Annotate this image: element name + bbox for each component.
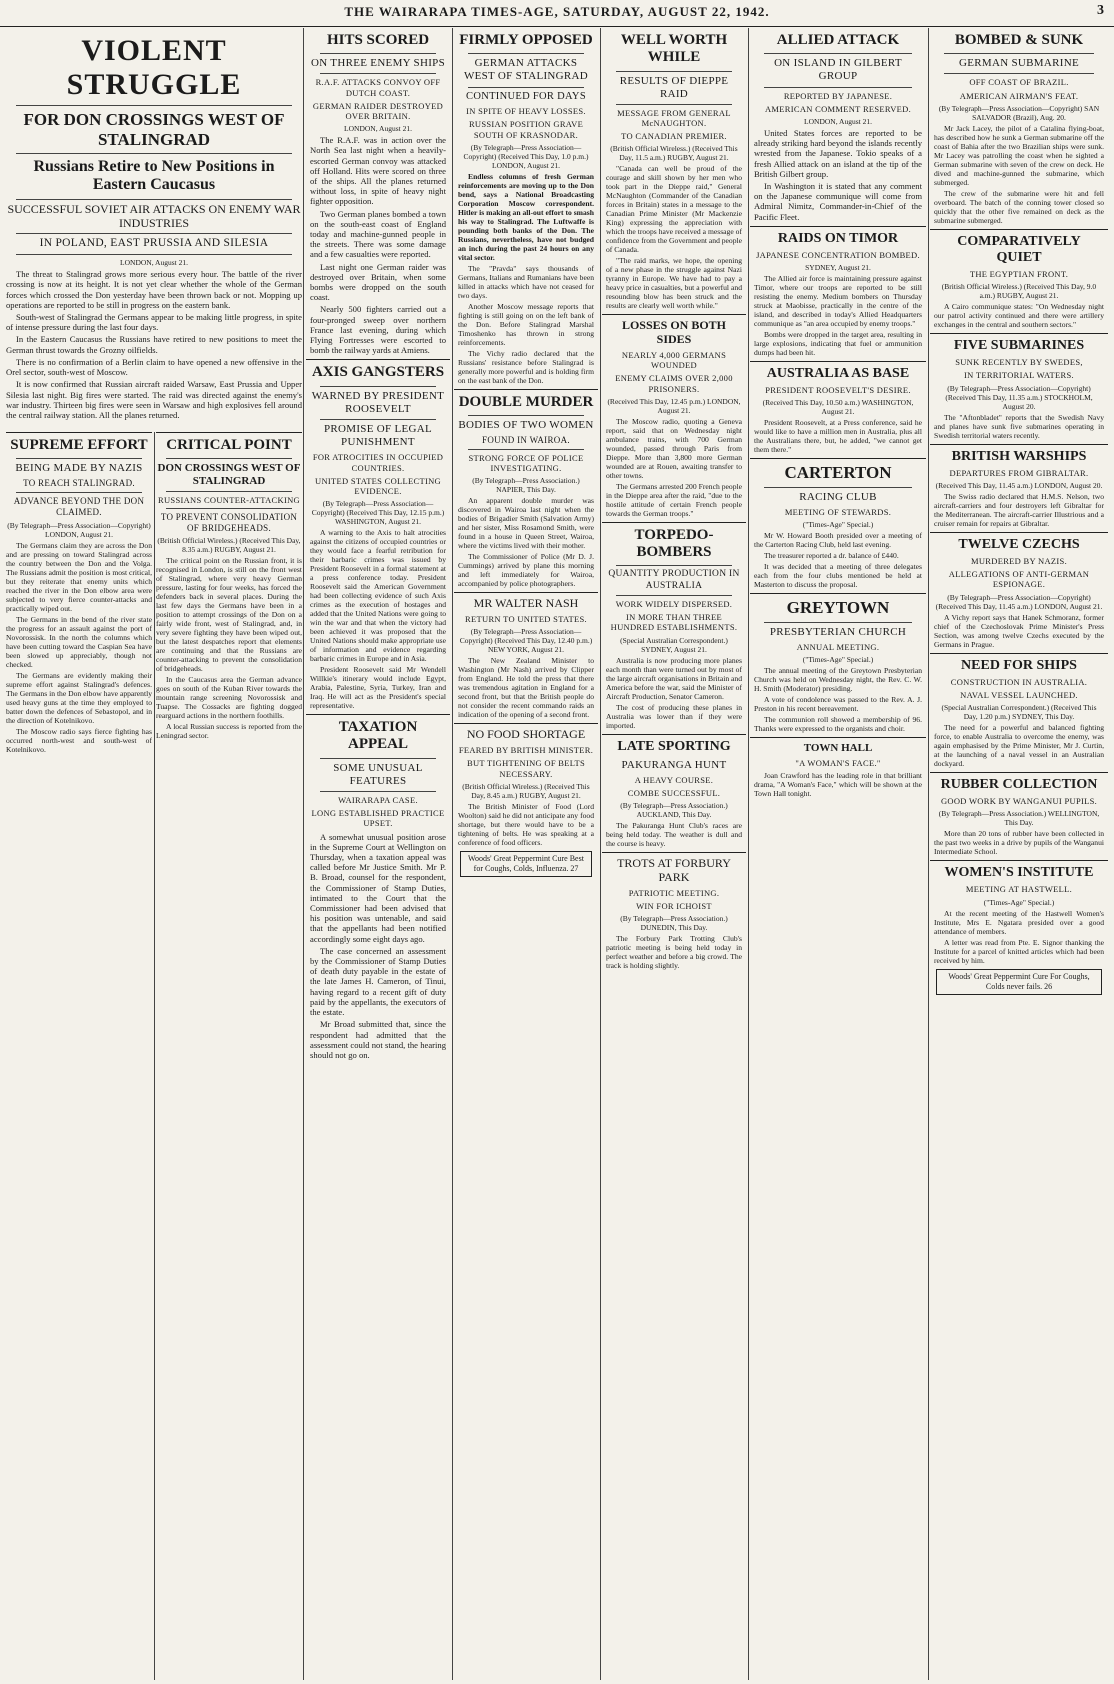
headline: TWELVE CZECHS [958, 536, 1080, 552]
subheadline: TO PREVENT CONSOLIDATION OF BRIDGEHEADS. [160, 511, 298, 533]
dateline: LONDON, August 21. [804, 117, 872, 126]
paragraph: At the recent meeting of the Hastwell Women's Institute, Mrs E. Ngatara presided over a good attendance of members. [934, 908, 1104, 936]
paragraph: A warning to the Axis to halt atrocities against the citizens of occupied countries or they would face a fearful retribution for their barbaric crimes was issued by President Roosevelt in a formal statement at a press conference today. President Roosevelt said the American Government had been collecting evidence of such Axis crimes as the execution of hostages and added that the United Nations were going to win the war and that when the victory had been achieved it was proposed that the United Nations should make appropriate use of information and evidence regarding barbaric crimes in Europe and in Asia. [310, 528, 446, 664]
article-double-murder [454, 394, 598, 589]
page-number: 3 [1097, 3, 1104, 18]
paragraph: The cost of producing these planes in Australia was lower than if they were imported. [606, 702, 742, 730]
subheadline: PROMISE OF LEGAL PUNISHMENT [323, 423, 433, 449]
paragraph: The Moscow radio, quoting a Geneva report, said that on Wednesday night ambulance trains, with 700 German wounded, passed through Paris from Dieppe. More than 3,800 more German wounded are at Rouen, awaiting transfer to other towns. [606, 416, 742, 480]
paragraph: Another Moscow message reports that fighting is still going on on the left bank of the Don. Before Stalingrad Marshal Timoshenko has thrown in strong reinforcements. [458, 301, 594, 347]
subheadline: FOR ATROCITIES IN OCCUPIED COUNTRIES. [312, 452, 444, 473]
paragraph: More than 20 tons of rubber have been collected in the past two weeks in a drive by pupils of the Wanganui Intermediate School. [934, 829, 1104, 857]
headline: TORPEDO-BOMBERS [634, 526, 714, 561]
subheadline: MEETING AT HASTWELL. [965, 884, 1073, 895]
paragraph: The "Aftonbladet" reports that the Swedish Navy and planes have sunk five submarines operating in Swedish territorial waters recently. [934, 412, 1104, 440]
paragraph: The New Zealand Minister to Washington (Mr Nash) arrived by Clipper from England. He told the press that there was tremendous agitation in England for a second front, but that the British people do not consider the recent commando raids an indication of the opening of a second front. [458, 656, 594, 720]
headline: DOUBLE MURDER [458, 393, 594, 410]
subheadline: UNITED STATES COLLECTING EVIDENCE. [315, 475, 441, 497]
paragraph: The Swiss radio declared that H.M.S. Nelson, two aircraft-carriers and four destroyers left Gibraltar for the Mediterranean. The aircraft-carrier Illustrious and a cruiser remain for repairs at Gibraltar. [934, 491, 1104, 528]
credit-line: (By Telegraph—Press Association.) AUCKLAND, This Day. [620, 801, 728, 820]
subheadline: PRESIDENT ROOSEVELT'S DESIRE. [765, 385, 911, 396]
paragraph: The need for a powerful and balanced fighting force, to enable Australia to overcome the enemy, was again emphasised by the Prime Minister, Mr J. Curtin, at the launching of a naval vessel in an Australian dockyard. [934, 723, 1104, 769]
subheadline: GERMAN SUBMARINE [958, 57, 1079, 70]
subheadline: DEPARTURES FROM GIBRALTAR. [949, 467, 1089, 478]
paragraph: Mr W. Howard Booth presided over a meeting of the Carterton Racing Club, held last evening. [754, 531, 922, 550]
subheadline: NAVAL VESSEL LAUNCHED. [960, 689, 1078, 700]
paragraph: Australia is now producing more planes each month than were turned out by most of the large aircraft organisations in Britain and America before the war, said the Minister of Aircraft Production, Senator Cameron. [606, 655, 742, 701]
paragraph: The "Pravda" says thousands of Germans, Italians and Rumanians have been killed in attacks which have not ceased for two days. [458, 263, 594, 300]
subheadline: TO REACH STALINGRAD. [23, 478, 135, 489]
article-torpedo-bombers [602, 527, 746, 730]
article-taxation-appeal [306, 719, 450, 1060]
paragraph: President Roosevelt said Mr Wendell Willkie's itinerary would include Egypt, Arabia, Palestine, Syria, Turkey, Iran and Iraq. He will act as the President's special representative. [310, 665, 446, 711]
article-trots-forbury [602, 857, 746, 970]
headline: RUBBER COLLECTION [940, 777, 1098, 793]
headline: SUPREME EFFORT [10, 437, 148, 453]
credit-line: (By Telegraph—Press Association—Copyright) (Received This Day, 1.0 p.m.) LONDON, August 21. [463, 142, 589, 170]
paragraph: Joan Crawford has the leading role in that brilliant drama, "A Woman's Face," which will be shown at the Town Hall tonight. [754, 771, 922, 799]
headline: ALLIED ATTACK [776, 32, 900, 48]
paragraph: There is no confirmation of a Berlin claim to have opened a new offensive in the Orel sector, south-west of Moscow. [6, 356, 302, 378]
subheadline: DON CROSSINGS WEST OF STALINGRAD [157, 462, 301, 487]
paragraph: The Forbury Park Trotting Club's patriotic meeting is being held today in perfect weather and before a big crowd. The track is holding slightly. [606, 934, 742, 971]
subheadline: THE EGYPTIAN FRONT. [969, 269, 1069, 279]
subheadline: Russians Retire to New Positions in Eastern Caucasus [33, 158, 275, 194]
article-axis-gangsters [306, 364, 450, 710]
paragraph: The Germans arrested 200 French people in the Dieppe area after the raid, "due to the hostile attitude of certain French people towards the German troops." [606, 481, 742, 518]
article-bombed-sunk [930, 32, 1108, 225]
subheadline: FEARED BY BRITISH MINISTER. [458, 745, 594, 756]
paragraph: The treasurer reported a dr. balance of £440. [764, 551, 899, 561]
masthead-title: THE WAIRARAPA TIMES-AGE, SATURDAY, AUGUST 22, 1942. [344, 4, 770, 19]
article-greytown [750, 598, 926, 733]
article-twelve-czechs [930, 537, 1108, 649]
subheadline: STRONG FORCE OF POLICE INVESTIGATING. [468, 453, 584, 474]
paragraph: Nearly 500 fighters carried out a four-pronged sweep over northern France last evening, during which Flying Fortresses were escorted to bomb the railway yards at Amiens. [310, 304, 446, 356]
subheadline: IN POLAND, EAST PRUSSIA AND SILESIA [39, 237, 269, 250]
subheadline: CONSTRUCTION IN AUSTRALIA. [950, 676, 1088, 687]
paragraph: Mr Broad submitted that, since the respondent had admitted that the assessment could not stand, the hearing should not go on. [310, 1019, 446, 1060]
paragraph: A vote of condolence was passed to the Rev. A. J. Preston in his recent bereavement. [754, 695, 922, 714]
headline: AUSTRALIA AS BASE [766, 366, 910, 382]
column-rule [600, 28, 601, 1680]
headline: TROTS AT FORBURY PARK [617, 856, 731, 885]
article-violent-struggle [6, 30, 302, 430]
paragraph: The Vichy radio declared that the Russians' resistance before Stalingrad is generally more powerful and is holding firm on the east bank of the Don. [458, 348, 594, 385]
subheadline: IN TERRITORIAL WATERS. [964, 370, 1074, 381]
headline: WELL WORTH WHILE [620, 32, 728, 66]
paragraph: Bombs were dropped in the target area, resulting in large explosions, indicating that fuel or ammunition dumps had been hit. [754, 330, 922, 358]
headline: BOMBED & SUNK [954, 32, 1084, 48]
paragraph: "The raid marks, we hope, the opening of a new phase in the struggle against Nazi tyranny in Europe. We have had to pay a heavy price in casualties, but a powerful and resounding blow has been struck and the results are clearly well worth while." [606, 256, 742, 311]
paragraph: "Canada can well be proud of the courage and skill shown by her men who took part in the Dieppe raid," General McNaughton (Commander of the Canadian forces in Britain) states in a message to the Canadian Prime Minister (Mr Mackenzie King) expressing the appreciation with which the troops have received a message of confidence from the Government and people of Canada. [606, 164, 743, 255]
credit-line: (By Telegraph—Press Association.) NAPIER, This Day. [472, 476, 580, 495]
subheadline: ON ISLAND IN GILBERT GROUP [774, 57, 902, 83]
paragraph: The critical point on the Russian front, it is recognised in London, is still on the front west of Stalingrad, where very heavy German pressure, lasting for four weeks, has forced the defenders back in several places. During the last few days the Germans have been in a position to attempt crossings of the Don on a fairly wide front, west of Stalingrad, and, in very severe fighting they have been wiped out, but the latest despatches report that elements are continuing and that the Russians are counter-attacking to prevent the consolidation of bridgeheads. [156, 556, 302, 674]
paragraph: The Germans in the bend of the river state the progress for an assault against the port of Novorossisk. In the north the columns which have been cutting toward the Caspian Sea have been slowed up appreciably, though not checked. [6, 614, 152, 669]
paragraph: A somewhat unusual position arose in the Supreme Court at Wellington on Thursday, when a taxation appeal was called before Mr Justice Smith. Mr P. B. Broad, counsel for the respondent, the Commissioner of Stamp Duties, intimated to the Court that the Commissioner had been advised that his position was untenable, and said that the appellants had been notified accordingly some eight days ago. [310, 831, 446, 944]
subheadline: BUT TIGHTENING OF BELTS NECESSARY. [467, 758, 585, 779]
headline: CARTERTON [784, 463, 892, 483]
paragraph: The annual meeting of the Greytown Presbyterian Church was held on Wednesday night, the Rev. C. W. H. Smith (Moderator) presiding. [754, 666, 922, 694]
subheadline: GERMAN RAIDER DESTROYED OVER BRITAIN. [312, 100, 444, 121]
paragraph: A letter was read from Pte. E. Signor thanking the Institute for a parcel of knitted articles which had been received by him. [934, 937, 1104, 965]
paragraph: An apparent double murder was discovered in Wairoa last night when the bodies of Brigadier Smith (Salvation Army) and her sister, Miss Rosamond Smith, were found in a house in Queen Street, Wairoa, where the victims lived with their mother. [458, 496, 594, 551]
subheadline: ANNUAL MEETING. [796, 642, 880, 653]
credit-line: ("Times-Age" Special.) [983, 897, 1055, 907]
article-raids-timor [750, 231, 926, 357]
subheadline: R.A.F. ATTACKS CONVOY OFF DUTCH COAST. [315, 77, 441, 98]
credit-line: (By Telegraph—Press Association—Copyright) (Received This Day, 12.40 p.m.) NEW YORK, August 21. [459, 627, 593, 655]
subheadline: MESSAGE FROM GENERAL McNAUGHTON. [617, 107, 731, 129]
dateline: LONDON, August 21. [344, 124, 412, 134]
paragraph: The threat to Stalingrad grows more serious every hour. The battle of the river crossing is now at its height. It is not yet clear whether the whole of the German forces which crossed the Don yesterday have been thrown back or not. Mopping up operations are reported to be still in progress on the eastern bank. [6, 269, 302, 310]
headline: TAXATION APPEAL [338, 719, 418, 753]
paragraph: A Cairo communique states: "On Wednesday night our patrol activity continued and there were artillery exchanges in the central and southern sectors." [934, 302, 1104, 330]
article-no-food-shortage [454, 728, 598, 846]
article-town-hall [750, 742, 926, 798]
credit-line: ("Times-Age" Special.) [802, 655, 874, 665]
paragraph: The crew of the submarine were hit and fell overboard. The batch of the conning tower closed so quickly that the other five remained on deck as the submarine submerged. [934, 188, 1104, 225]
column-3 [306, 28, 450, 1680]
subheadline: TO CANADIAN PREMIER. [621, 131, 727, 142]
subheadline: SUCCESSFUL SOVIET AIR ATTACKS ON ENEMY WAR INDUSTRIES [7, 201, 301, 230]
subheadline: AMERICAN COMMENT RESERVED. [764, 103, 912, 114]
credit-line: ("Times-Age" Special.) [802, 520, 874, 530]
subheadline: WARNED BY PRESIDENT ROOSEVELT [311, 389, 445, 415]
credit-line: (By Telegraph—Press Association—Copyright) (Received This Day, 12.15 p.m.) WASHINGTON, August 21. [311, 499, 445, 527]
article-firmly-opposed [454, 32, 598, 385]
column-7 [930, 28, 1108, 1680]
subheadline: PRESBYTERIAN CHURCH [769, 625, 907, 638]
credit-line: (Special Australian Correspondent.) (Received This Day, 1.20 p.m.) SYDNEY, This Day. [941, 703, 1097, 722]
paragraph: A local Russian success is reported from the Leningrad sector. [156, 722, 302, 741]
paragraph: The Germans are evidently making their supreme effort against Stalingrad's defences. The Germans in the Don elbow have apparently used heavy guns at the time they employed to batter down the defences of Sebastopol, and in the direction of Kotelnikovo. [6, 670, 152, 725]
paragraph: The case concerned an assessment by the Commissioner of Stamp Duties of death duty payable in the estate of the late James H. Cameron, of Tinui, having regard to a recent gift of duty paid by the appellants, the executors of the estate. [310, 945, 446, 1018]
headline: CRITICAL POINT [166, 437, 292, 453]
headline: RAIDS ON TIMOR [777, 230, 899, 246]
subheadline: WAIRARAPA CASE. [338, 795, 418, 806]
paragraph: A Vichy report says that Hanek Schmoranz, former chief of the Czechoslovak Prime Minister's Press Section, was among twelve Czechs executed by the Germans in Prague. [934, 612, 1104, 649]
subheadline: BODIES OF TWO WOMEN [458, 419, 594, 432]
column-rule [452, 28, 453, 1680]
article-allied-attack [750, 32, 926, 222]
subheadline: QUANTITY PRODUCTION IN AUSTRALIA [608, 569, 740, 591]
paragraph: The Pakuranga Hunt Club's races are being held today. The weather is dull and the course is heavy. [606, 821, 742, 849]
article-womens-institute [930, 865, 1108, 964]
masthead [0, 0, 1114, 27]
subheadline: AMERICAN AIRMAN'S FEAT. [959, 90, 1079, 101]
credit-line: (By Telegraph—Press Association—Copyright) (Received This Day, 11.35 a.m.) STOCKHOLM, August 20. [945, 383, 1093, 411]
subheadline: RUSSIAN POSITION GRAVE SOUTH OF KRASNODAR. [468, 119, 584, 140]
subheadline: GOOD WORK BY WANGANUI PUPILS. [940, 796, 1098, 807]
subheadline: LONG ESTABLISHED PRACTICE UPSET. [311, 808, 445, 829]
subheadline: ADVANCE BEYOND THE DON CLAIMED. [13, 496, 145, 518]
paragraph: The Commissioner of Police (Mr D. J. Cummings) arrived by plane this morning and left immediately for Wairoa, accompanied by police photographers. [458, 552, 594, 589]
article-australia-base [750, 366, 926, 454]
subheadline: ON THREE ENEMY SHIPS [310, 57, 446, 70]
paragraph: In Washington it is stated that any comment on the Japanese communique will come from Admiral Nimitz, Commander-in-Chief of the Pacific Fleet. [754, 181, 922, 222]
headline: FIVE SUBMARINES [953, 338, 1085, 354]
headline: LOSSES ON BOTH SIDES [621, 318, 727, 347]
paragraph: Mr Jack Lacey, the pilot of a Catalina flying-boat, has described how he sunk a German submarine off the coast of Bahia after the two Brazilian ships were sunk. Mr Lacey was patrolling the coast when he sighted a German submarine with seven of the crew on deck. He dived and machine-gunned the submarine, which submerged. [934, 123, 1104, 187]
subheadline: BEING MADE BY NAZIS [15, 462, 143, 475]
subheadline: RESULTS OF DIEPPE RAID [619, 74, 729, 100]
headline: MR WALTER NASH [473, 596, 579, 611]
subheadline: ENEMY CLAIMS OVER 2,000 PRISONERS. [615, 373, 733, 394]
column-5 [602, 28, 746, 1680]
column-4 [454, 28, 598, 1680]
credit-line: (British Official Wireless.) (Received This Day, 8.45 a.m.) RUGBY, August 21. [462, 781, 590, 800]
article-carterton [750, 463, 926, 589]
subheadline: REPORTED BY JAPANESE. [783, 90, 893, 101]
credit-line: (By Telegraph—Press Association—Copyright) SAN SALVADOR (Brazil), Aug. 20. [938, 103, 1100, 122]
paragraph: United States forces are reported to be already striking hard beyond the islands recently wrested from the Japanese. Tokio speaks of a fresh Allied attack on an island at the tip of the British Gilbert group. [754, 128, 922, 179]
paragraph: The communion roll showed a membership of 96. Thanks were expressed to the organists and choir. [754, 715, 922, 734]
subheadline: PAKURANGA HUNT [621, 758, 727, 771]
headline: BRITISH WARSHIPS [951, 448, 1087, 464]
headline: FIRMLY OPPOSED [459, 32, 593, 48]
article-walter-nash [454, 597, 598, 719]
advertisement: Woods' Great Peppermint Cure Best for Coughs, Colds, Influenza. 27 [460, 851, 592, 877]
article-need-for-ships [930, 658, 1108, 768]
credit-line: (British Official Wireless.) (Received This Day, 9.0 a.m.) RUGBY, August 21. [941, 282, 1097, 301]
headline: LATE SPORTING [617, 738, 731, 754]
subheadline: COMBE SUCCESSFUL. [627, 788, 721, 799]
subheadline: FOUND IN WAIROA. [482, 435, 570, 446]
article-well-worth-while [602, 32, 746, 310]
subheadline: "A WOMAN'S FACE." [795, 757, 881, 768]
subheadline: MURDERED BY NAZIS. [971, 556, 1067, 567]
subheadline: NEARLY 4,000 GERMANS WOUNDED [621, 350, 727, 371]
article-supreme-effort [6, 432, 152, 993]
paragraph: It was decided that a meeting of three delegates each from the four clubs mentioned be held at Masterton to discuss the proposal. [754, 562, 922, 590]
headline: GREYTOWN [786, 598, 890, 618]
credit-line: (By Telegraph—Press Association—Copyright) LONDON, August 21. [7, 520, 151, 539]
credit-line: (British Official Wireless.) (Received This Day, 11.5 a.m.) RUGBY, August 21. [610, 144, 738, 163]
article-british-warships [930, 449, 1108, 528]
subheadline: SOME UNUSUAL FEATURES [333, 761, 423, 787]
subheadline: CONTINUED FOR DAYS [466, 90, 586, 102]
dateline: SYDNEY, August 21. [805, 263, 871, 273]
paragraph: South-west of Stalingrad the Germans appear to be making little progress, in spite of intense pressure during the last four days. [6, 312, 302, 333]
headline: VIOLENT STRUGGLE [66, 34, 242, 101]
paragraph: In the Eastern Caucasus the Russians have retired to new positions to meet the German thrust towards the Grozny oilfields. [6, 334, 302, 355]
credit-line: (Special Australian Correspondent.) SYDNEY, August 21. [620, 635, 728, 654]
article-five-submarines [930, 338, 1108, 439]
headline: NO FOOD SHORTAGE [466, 727, 586, 742]
article-hits-scored [306, 32, 450, 355]
subheadline: OFF COAST OF BRAZIL. [969, 77, 1069, 88]
paragraph: President Roosevelt, at a Press conference, said he would like to have a million men in Australia, plus all the Australians there, but, he added, "we cannot get them there." [754, 418, 922, 455]
subheadline: ALLEGATIONS OF ANTI-GERMAN ESPIONAGE. [948, 569, 1090, 590]
credit-line: (Received This Day, 11.45 a.m.) LONDON, August 20. [935, 480, 1103, 490]
subheadline: JAPANESE CONCENTRATION BOMBED. [756, 249, 920, 260]
subheadline: RETURN TO UNITED STATES. [465, 614, 587, 625]
column-rule [748, 28, 749, 1680]
column-rule [154, 432, 155, 1680]
paragraph: Endless columns of fresh German reinforcements are moving up to the Don bend, says a National Broadcasting Corporation Moscow correspondent. Hitler is making an all-out effort to smash his way to Stalingrad. The Luftwaffe is pounding both banks of the Don. The Russians, nevertheless, have not budged an inch during the past 24 hours on any vital sector. [458, 171, 594, 262]
headline: COMPARATIVELY QUIET [957, 233, 1081, 265]
headline: HITS SCORED [326, 32, 430, 48]
headline: TOWN HALL [803, 742, 873, 755]
article-late-sporting [602, 739, 746, 849]
subheadline: IN MORE THAN THREE HUNDRED ESTABLISHMENTS. [610, 612, 738, 633]
paragraph: The British Minister of Food (Lord Woolton) said he did not anticipate any food shortage, but there would have to be a tightening of belts. He was speaking at a conference of food officers. [458, 801, 594, 847]
headline: AXIS GANGSTERS [311, 364, 445, 381]
credit-line: (Received This Day, 12.45 p.m.) LONDON, August 21. [607, 396, 741, 415]
article-rubber-collection [930, 777, 1108, 856]
column-rule [928, 28, 929, 1680]
paragraph: The R.A.F. was in action over the North Sea last night when a heavily-escorted German convoy was attacked off Holland. Hits were scored on three of the ships. All the planes returned without loss, in spite of heavy night fighter opposition. [310, 135, 446, 207]
subheadline: RUSSIANS COUNTER-ATTACKING [158, 494, 300, 505]
paragraph: In the Caucasus area the German advance goes on south of the Kuban River towards the mountain range screening Novorossisk and Tuapse. The Cossacks are fighting dogged rearguard actions in the northern foothills. [156, 675, 302, 721]
subheadline: MEETING OF STEWARDS. [784, 507, 892, 518]
credit-line: (By Telegraph—Press Association.) WELLINGTON, This Day. [938, 809, 1100, 828]
credit-line: (Received This Day, 10.50 a.m.) WASHINGTON, August 21. [762, 398, 914, 417]
paragraph: The Moscow radio says fierce fighting has occurred north-west and south-west of Kotelnikovo. [6, 726, 152, 754]
paragraph: It is now confirmed that Russian aircraft raided Warsaw, East Prussia and Upper Silesia last night. Big fires were started. The raid was directed against the enemy's war industry. Thirteen big fires were seen in Warsaw and high explosives fell around the central railway station. All the planes returned. [6, 379, 302, 420]
subheadline: WIN FOR ICHOIST [636, 901, 712, 912]
column-rule [303, 28, 304, 1680]
paragraph: Two German planes bombed a town on the south-east coast of England today and machine-gunned people in the streets. There was some damage and a few casualties were reported. [310, 208, 446, 260]
credit-line: (By Telegraph—Press Association—Copyright) (Received This Day, 11.45 a.m.) LONDON, August 21. [935, 592, 1103, 611]
paragraph: The Germans claim they are across the Don and are pressing on toward Stalingrad across the country between the Don and the Volga. The Russians admit the position is most critical, but they reiterate that enemy units which reached the river in the Don elbow area were subjected to very fierce counter-attacks and practically wiped out. [6, 540, 152, 613]
headline: WOMEN'S INSTITUTE [944, 865, 1094, 881]
advertisement: Woods' Great Peppermint Cure For Coughs, Colds never fails. 26 [936, 969, 1102, 995]
subheadline: A HEAVY COURSE. [634, 774, 714, 785]
dateline: LONDON, August 21. [120, 258, 188, 268]
subheadline: IN SPITE OF HEAVY LOSSES. [466, 106, 586, 117]
article-critical-point [156, 432, 302, 993]
subheadline: PATRIOTIC MEETING. [628, 887, 720, 898]
article-losses-both-sides [602, 319, 746, 517]
subheadline: WORK WIDELY DISPERSED. [615, 599, 733, 610]
subheadline: FOR DON CROSSINGS WEST OF STALINGRAD [23, 110, 285, 149]
article-comparatively-quiet [930, 234, 1108, 329]
paragraph: Last night one German raider was destroyed over Britain, when some bombs were dropped on the south coast. [310, 261, 446, 303]
paragraph: The Allied air force is maintaining pressure against Timor, where our troops are reported to be still resisting the enemy. Medium bombers on Thursday struck at Maobisse, practically in the centre of the island, and described in today's Allied Headquarters communique as "an area occupied by enemy troops." [754, 274, 922, 329]
subheadline: SUNK RECENTLY BY SWEDES, [955, 357, 1083, 368]
subheadline: RACING CLUB [799, 490, 877, 503]
credit-line: (British Official Wireless.) (Received This Day, 8.35 a.m.) RUGBY, August 21. [157, 536, 301, 555]
column-6 [750, 28, 926, 1680]
credit-line: (By Telegraph—Press Association.) DUNEDIN, This Day. [620, 914, 728, 933]
headline: NEED FOR SHIPS [961, 657, 1077, 673]
subheadline: GERMAN ATTACKS WEST OF STALINGRAD [463, 57, 589, 83]
